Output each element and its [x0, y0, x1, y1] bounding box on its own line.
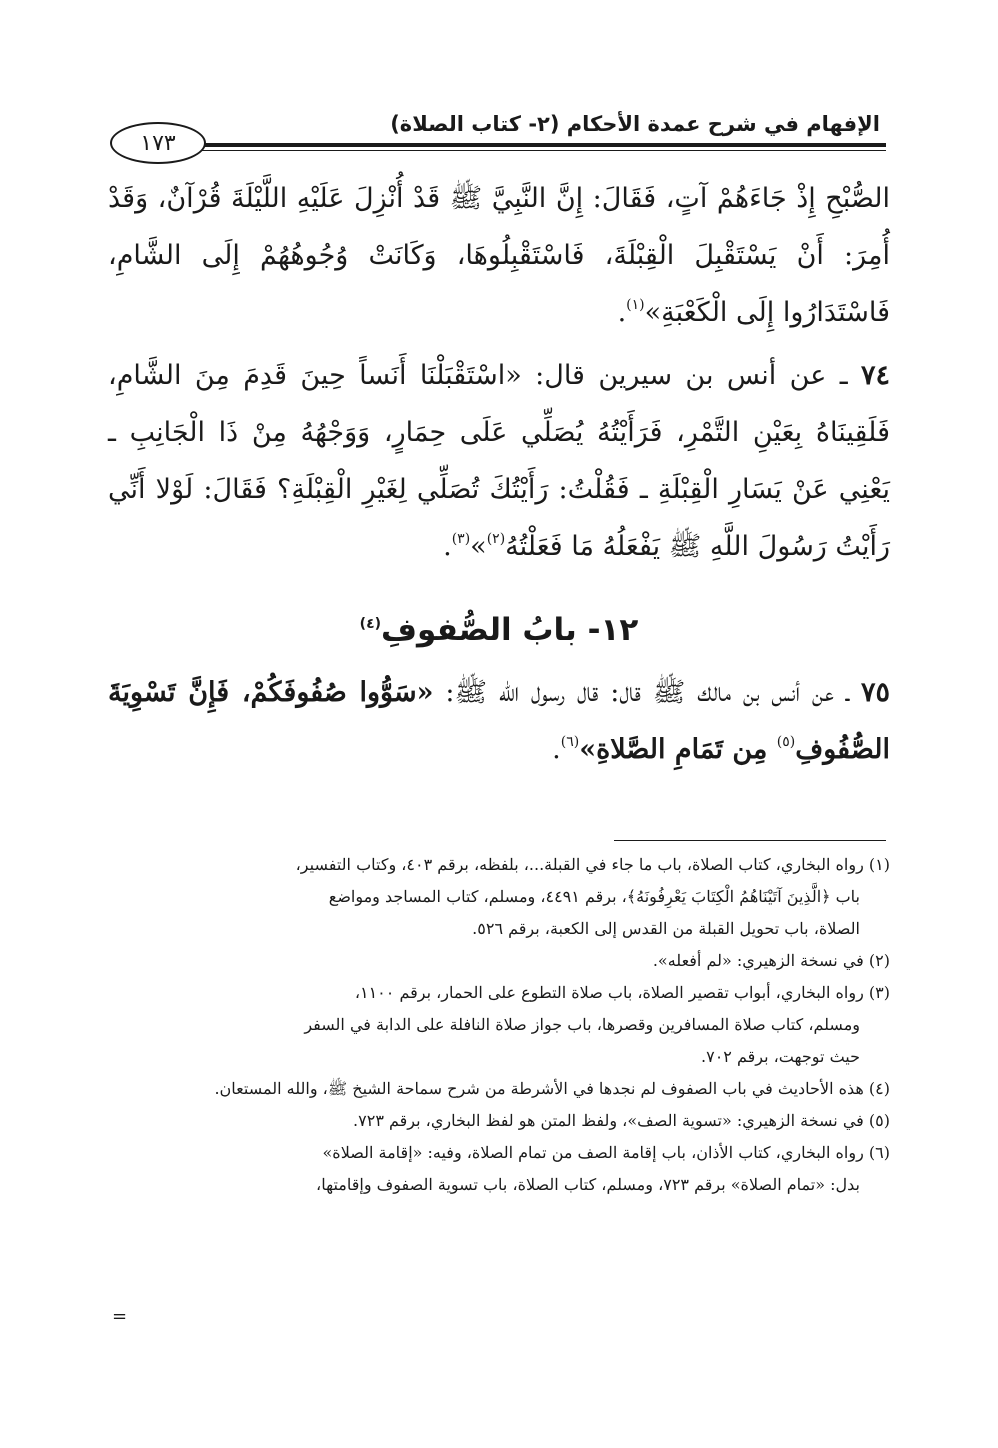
header-rule: [200, 143, 886, 147]
footnote-text: رواه البخاري، كتاب الأذان، باب إقامة الصف من تمام الصلاة، وفيه: «إقامة الصلاة»: [322, 1143, 864, 1162]
period: .: [617, 297, 627, 328]
footnote-number[interactable]: (١): [868, 855, 890, 874]
footnote-text: ومسلم، كتاب صلاة المسافرين وقصرها، باب جواز صلاة النافلة على الدابة في السفر: [304, 1015, 860, 1034]
footnote-ref-4[interactable]: (٤): [359, 616, 382, 632]
footnote-text: هذه الأحاديث في باب الصفوف لم نجدها في الأشرطة من شرح سماحة الشيخ ﷺ، والله المستعان.: [214, 1079, 864, 1098]
paragraph-text: الصُّبْحِ إِذْ جَاءَهُمْ آتٍ، فَقَالَ: إِنَّ النَّبِيَّ ﷺ قَدْ أُنْزِلَ عَلَيْهِ اللَّيْلَةَ قُرْآنٌ، وَقَدْ أُمِرَ: أَنْ يَسْتَقْبِلَ الْقِبْلَةَ، فَاسْتَقْبِلُوهَا، وَكَانَتْ وُجُوهُهُمْ إِلَى الشَّامِ، فَاسْتَدَارُوا إِلَى الْكَعْبَةِ»: [108, 183, 890, 328]
footnote-text: الصلاة، باب تحويل القبلة من القدس إلى الكعبة، برقم ٥٢٦.: [472, 919, 860, 938]
footnote-text: في نسخة الزهيري: «لم أفعله».: [652, 951, 864, 970]
footnote-number[interactable]: (٣): [868, 983, 890, 1002]
footnote-3: [108, 978, 890, 1008]
hadith-number: ٧٤: [860, 360, 890, 391]
running-header-title: الإفهام في شرح عمدة الأحكام (٢- كتاب الصلاة): [390, 112, 880, 136]
footnote-ref-5[interactable]: (٥): [776, 734, 796, 750]
footnote-ref-3[interactable]: (٣): [451, 531, 471, 547]
period: .: [552, 734, 561, 765]
chapter-title: ١٢- بابُ الصُّفوفِ: [381, 612, 639, 648]
hadith-text: «سَوُّوا صُفُوفَكُمْ، فَإِنَّ تَسْوِيَةَ الصُّفُوفِ: [108, 677, 890, 765]
footnote-number[interactable]: (٤): [868, 1079, 890, 1098]
continuation-mark: =: [112, 1306, 128, 1327]
footnote-number[interactable]: (٥): [868, 1111, 890, 1130]
footnote-3-line: [108, 1042, 890, 1072]
footnote-ref-2[interactable]: (٢): [486, 531, 506, 547]
hadith-intro: ـ عن أنس بن مالك ﷺ قال: قال رسول الله ﷺ:: [433, 677, 861, 708]
hadith-75-block: [108, 664, 890, 778]
footnote-text: بدل: «تمام الصلاة» برقم ٧٢٣، ومسلم، كتاب الصلاة، باب تسوية الصفوف وإقامتها،: [316, 1175, 860, 1194]
footnote-text: حيث توجهت، برقم ٧٠٢.: [701, 1047, 860, 1066]
footnote-number[interactable]: (٦): [868, 1143, 890, 1162]
footnote-3-line: [108, 1010, 890, 1040]
hadith-number: ٧٥: [860, 677, 890, 708]
footnote-4: [108, 1074, 890, 1104]
hadith-text-continued: مِن تَمَامِ الصَّلاةِ»: [579, 734, 777, 765]
footnote-5: [108, 1106, 890, 1136]
footnote-1-line: [108, 882, 890, 912]
closing-quote: »: [470, 531, 487, 562]
hadith-text: ـ عن أنس بن سيرين قال: «اسْتَقْبَلْنَا أَنَساً حِينَ قَدِمَ مِنَ الشَّامِ، فَلَقِينَاهُ بِعَيْنِ التَّمْرِ، فَرَأَيْتُهُ يُصَلِّي عَلَى حِمَارٍ، وَوَجْهُهُ مِنْ ذَا الْجَانِبِ ـ يَعْنِي عَنْ يَسَارِ الْقِبْلَةِ ـ فَقُلْتُ: رَأَيْتُكَ تُصَلِّي لِغَيْرِ الْقِبْلَةِ؟ فَقَالَ: لَوْلا أَنِّي رَأَيْتُ رَسُولَ اللَّهِ ﷺ يَفْعَلُهُ مَا فَعَلْتُهُ: [108, 360, 890, 562]
page-number-badge: [110, 122, 206, 164]
period: .: [443, 531, 452, 562]
footnote-6-line: [108, 1170, 890, 1200]
page-number: ١٧٣: [140, 130, 176, 156]
footnote-2: [108, 946, 890, 976]
footnote-text: باب ﴿الَّذِينَ آتَيْنَاهُمُ الْكِتَابَ يَعْرِفُونَهُ﴾، برقم ٤٤٩١، ومسلم، كتاب المساجد ومواضع: [328, 887, 860, 906]
footnote-separator: [614, 840, 886, 841]
hadith-75: [108, 664, 890, 778]
footnote-ref-6[interactable]: (٦): [560, 734, 580, 750]
chapter-heading: [108, 606, 890, 654]
footnote-1-line: [108, 914, 890, 944]
main-text: [108, 170, 890, 575]
footnote-1: [108, 850, 890, 880]
footnote-text: في نسخة الزهيري: «تسوية الصف»، ولفظ المتن هو لفظ البخاري، برقم ٧٢٣.: [353, 1111, 864, 1130]
footnotes: [108, 850, 890, 1202]
paragraph-continued: [108, 170, 890, 341]
footnote-6: [108, 1138, 890, 1168]
footnote-text: رواه البخاري، كتاب الصلاة، باب ما جاء في القبلة...، بلفظه، برقم ٤٠٣، وكتاب التفسير،: [295, 855, 864, 874]
header-rule-thin: [200, 150, 886, 151]
footnote-number[interactable]: (٢): [868, 951, 890, 970]
hadith-74: [108, 347, 890, 575]
footnote-text: رواه البخاري، أبواب تقصير الصلاة، باب صلاة التطوع على الحمار، برقم ١١٠٠،: [354, 983, 864, 1002]
footnote-ref-1[interactable]: (١): [626, 297, 645, 313]
